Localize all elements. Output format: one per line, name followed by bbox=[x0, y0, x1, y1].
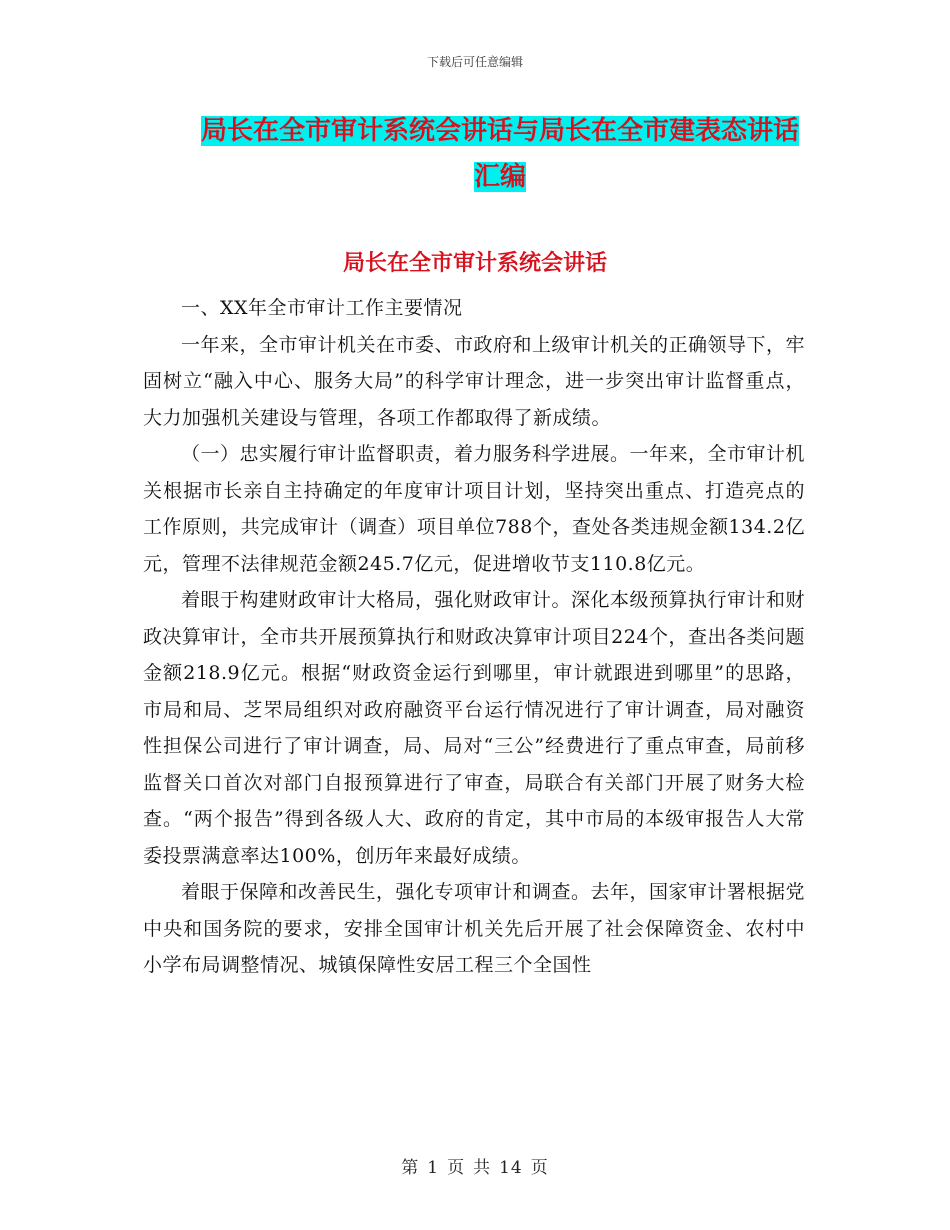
paragraph: 着眼于构建财政审计大格局，强化财政审计。深化本级预算执行审计和财政决算审计，全市共开展预算执行和财政决算审计项目224个，查出各类问题金额218.9亿元。根据“财政资金运行到哪里，审计就跟进到哪里”的思路，市局和局、芝罘局组织对政府融资平台运行情况进行了审计调查，局对融资性担保公司进行了审计调查，局、局对“三公”经费进行了重点审查，局前移监督关口首次对部门自报预算进行了审查，局联合有关部门开展了财务大检查。“两个报告”得到各级人大、政府的肯定，其中市局的本级审报告人大常委投票满意率达100%，创历年来最好成绩。 bbox=[143, 589, 806, 867]
footer-page-number: 1 bbox=[427, 1158, 440, 1178]
paragraph: 一、XX年全市审计工作主要情况 bbox=[181, 297, 463, 319]
document-title bbox=[150, 108, 850, 200]
footer-total-pages: 14 bbox=[499, 1158, 523, 1178]
page-footer bbox=[0, 1153, 950, 1178]
footer-label-unit: 页 bbox=[447, 1158, 466, 1178]
document-body bbox=[143, 290, 805, 984]
footer-label-unit2: 页 bbox=[530, 1158, 549, 1178]
document-title-line2: 汇编 bbox=[473, 162, 526, 192]
footer-label-page: 第 bbox=[401, 1158, 420, 1178]
paragraph: 着眼于保障和改善民生，强化专项审计和调查。去年，国家审计署根据党中央和国务院的要求，安排全国审计机关先后开展了社会保障资金、农村中小学布局调整情况、城镇保障性安居工程三个全国性 bbox=[143, 881, 806, 976]
section-title: 局长在全市审计系统会讲话 bbox=[342, 251, 607, 276]
document-title-line1: 局长在全市审计系统会讲话与局长在全市建表态讲话 bbox=[200, 116, 799, 146]
header-note: 下载后可任意编辑 bbox=[426, 55, 523, 69]
paragraph: 一年来，全市审计机关在市委、市政府和上级审计机关的正确领导下，牢固树立“融入中心、服务大局”的科学审计理念，进一步突出审计监督重点，大力加强机关建设与管理，各项工作都取得了新成绩。 bbox=[143, 333, 806, 429]
paragraph: （一）忠实履行审计监督职责，着力服务科学进展。一年来，全市审计机关根据市长亲自主持确定的年度审计项目计划，坚持突出重点、打造亮点的工作原则，共完成审计（调查）项目单位788个，查处各类违规金额134.2亿元，管理不法律规范金额245.7亿元，促进增收节支110.8亿元。 bbox=[143, 443, 806, 575]
footer-label-total: 共 bbox=[473, 1158, 492, 1178]
